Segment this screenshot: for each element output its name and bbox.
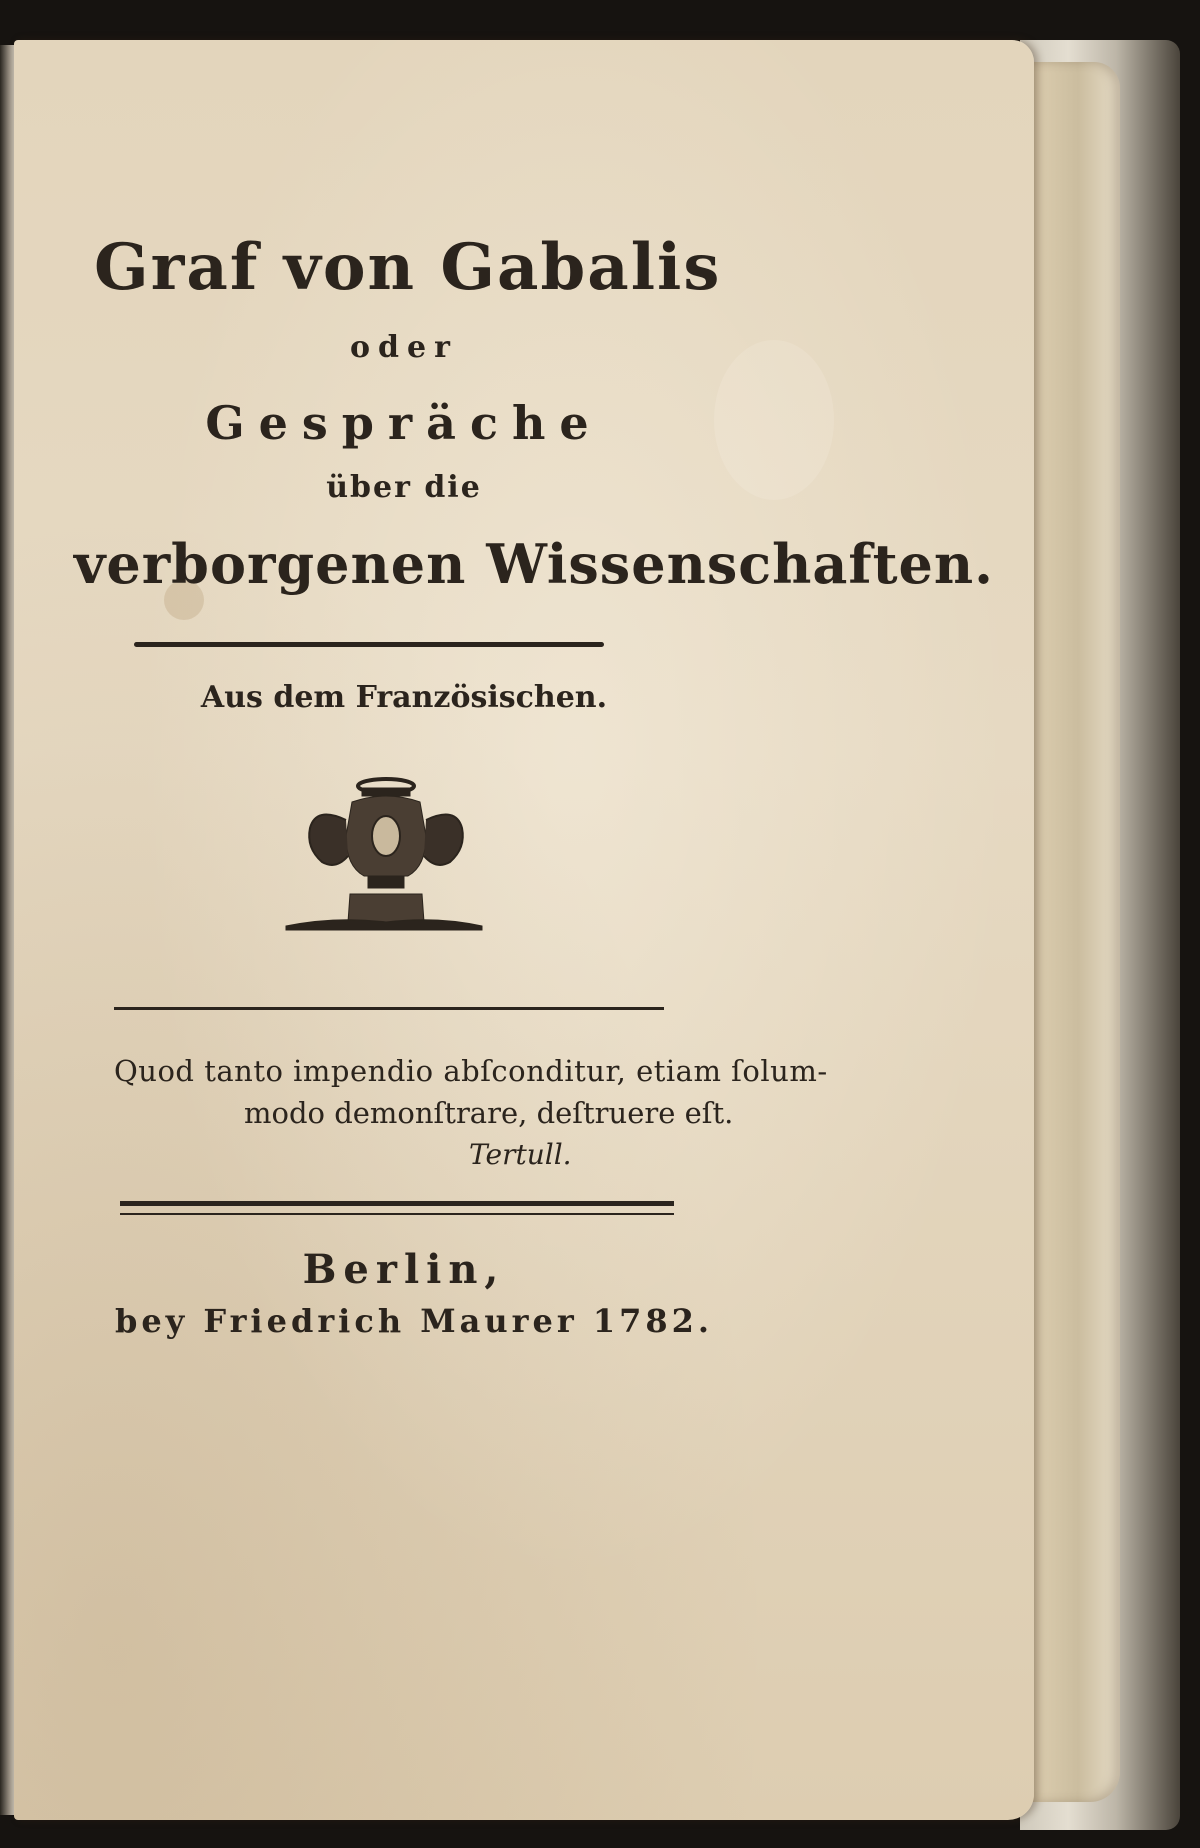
motto-line-2: modo demonſtrare, deſtruere eſt. <box>244 1096 734 1130</box>
double-rule-thin <box>120 1213 674 1215</box>
paper-highlight <box>714 340 834 500</box>
ornamental-rule-top <box>134 642 604 647</box>
subtitle-gespraeche: Gespräche <box>205 396 603 450</box>
ornamental-rule-middle <box>114 1007 664 1010</box>
motto-attribution: Tertull. <box>469 1138 572 1171</box>
imprint-place: Berlin, <box>302 1246 506 1293</box>
subtitle-subject: verborgenen Wissenschaften. <box>74 532 994 596</box>
motto-line-1: Quod tanto impendio abſconditur, etiam ſolum- <box>114 1054 828 1088</box>
double-rule-thick <box>120 1201 674 1206</box>
title-conjunction: oder <box>350 330 458 365</box>
translation-note: Aus dem Französischen. <box>200 680 608 715</box>
book-title: Graf von Gabalis <box>94 230 722 305</box>
imprint-publisher: bey Friedrich Maurer 1782. <box>114 1302 714 1340</box>
subtitle-ueber: über die <box>326 470 482 505</box>
urn-vignette-icon <box>276 776 492 936</box>
title-page <box>14 40 1034 1820</box>
